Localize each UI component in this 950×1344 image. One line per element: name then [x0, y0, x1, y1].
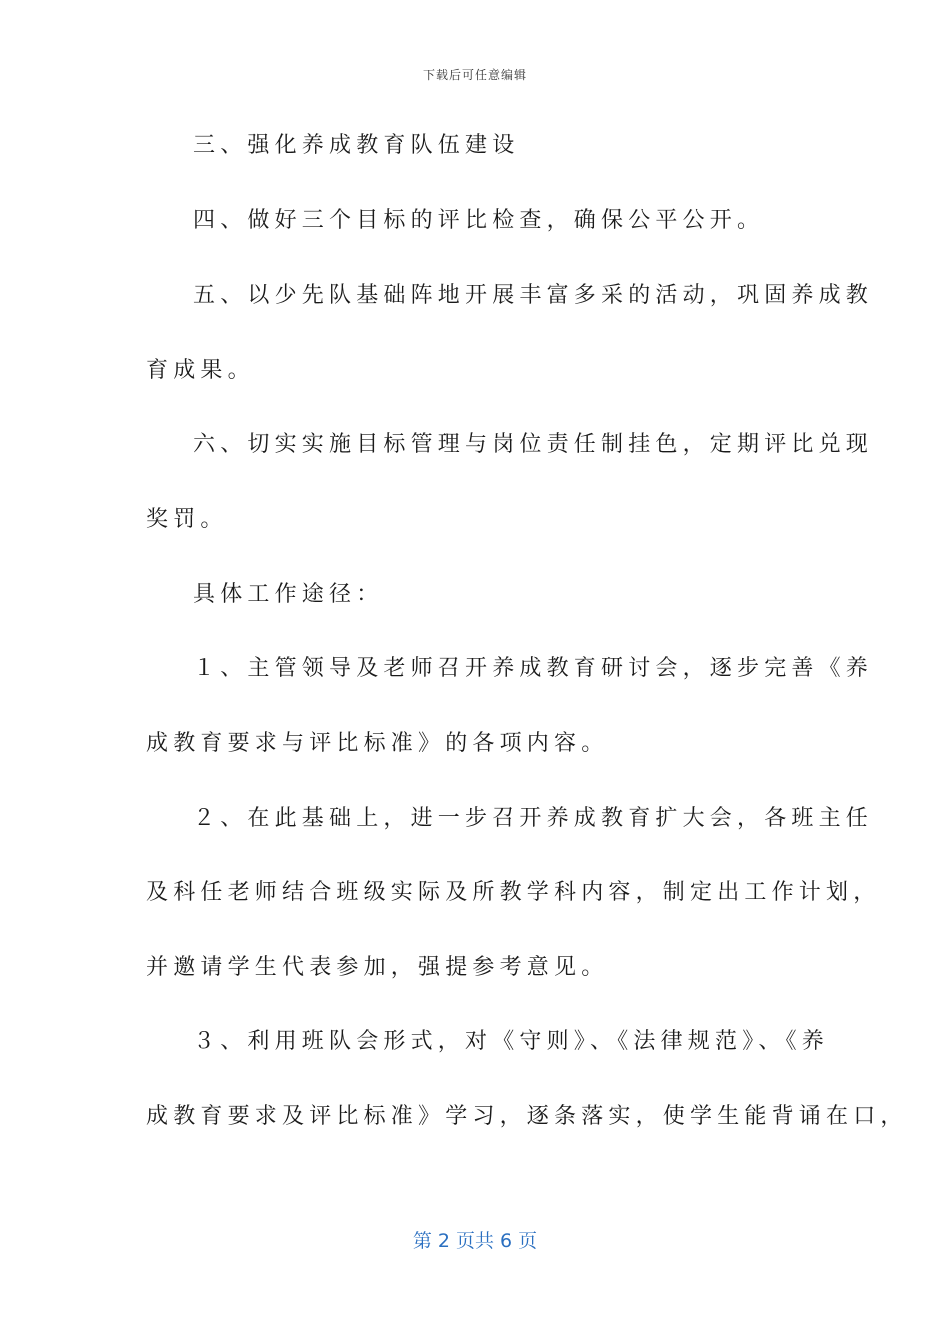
paragraph-line: 四、做好三个目标的评比检查，确保公平公开。	[193, 208, 765, 233]
paragraph-line: 并邀请学生代表参加，强提参考意见。	[146, 955, 609, 980]
paragraph-line: 成教育要求与评比标准》的各项内容。	[146, 731, 609, 756]
paragraph-line: 奖罚。	[146, 507, 228, 532]
paragraph-line: １、主管领导及老师召开养成教育研讨会，逐步完善《养	[193, 656, 874, 681]
paragraph-line: 成教育要求及评比标准》学习，逐条落实，使学生能背诵在口，	[146, 1104, 908, 1129]
paragraph-line: ３、利用班队会形式，对《守则》、《法律规范》、《养	[193, 1029, 830, 1054]
page-header: 下载后可任意编辑	[422, 68, 527, 82]
paragraph-line: ２、在此基础上，进一步召开养成教育扩大会，各班主任	[193, 806, 874, 831]
paragraph-line: 三、强化养成教育队伍建设	[193, 133, 520, 158]
paragraph-line: 具体工作途径：	[193, 582, 384, 607]
paragraph-line: 六、切实实施目标管理与岗位责任制挂色，定期评比兑现	[193, 432, 874, 457]
paragraph-line: 及科任老师结合班级实际及所教学科内容，制定出工作计划，	[146, 880, 881, 905]
page-number-footer: 第 2 页共 6 页	[412, 1230, 538, 1252]
paragraph-line: 育成果。	[146, 358, 255, 383]
paragraph-line: 五、以少先队基础阵地开展丰富多采的活动，巩固养成教	[193, 283, 874, 308]
